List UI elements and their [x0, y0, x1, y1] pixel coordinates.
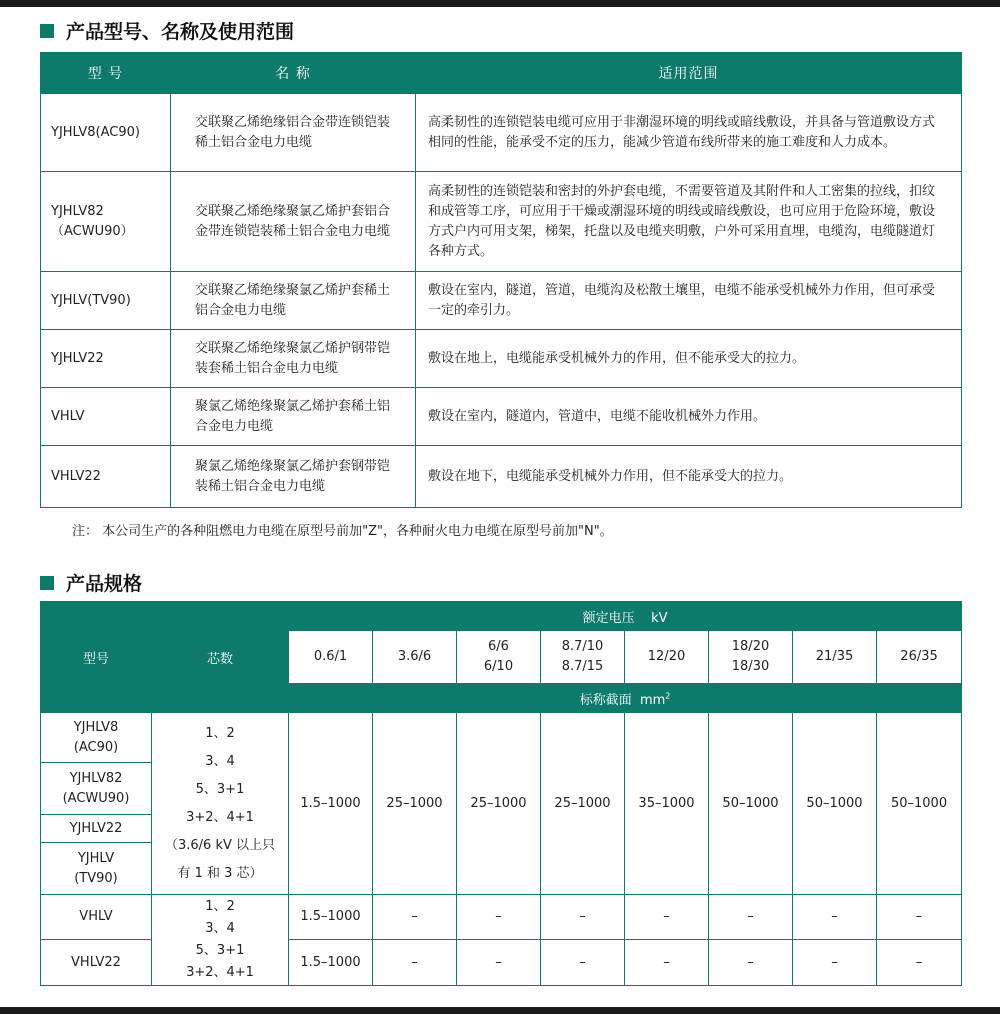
cell-value: – [877, 940, 962, 986]
cell-value: – [793, 895, 877, 940]
cell-scope: 敷设在室内，隧道，管道，电缆沟及松散土壤里，电缆不能承受机械外力作用，但可承受一定的牵引力。 [416, 272, 962, 330]
cell-model: YJHLV82 (ACWU90) [41, 763, 152, 815]
section-title-models [40, 17, 294, 44]
voltage-cell: 3.6/6 [373, 631, 457, 684]
cell-model: YJHLV8(AC90) [41, 94, 171, 172]
cell-value: – [877, 895, 962, 940]
cell-model: VHLV [41, 895, 152, 940]
cell-cores: 1、2 3、4 5、3+1 3+2、4+1 [152, 895, 289, 986]
header-model: 型 号 [41, 53, 171, 94]
cell-model: YJHLV22 [41, 815, 152, 843]
cell-name: 交联聚乙烯绝缘聚氯乙烯护套稀土铝合金电力电缆 [171, 272, 416, 330]
voltage-cell: 0.6/1 [289, 631, 373, 684]
cell-name: 聚氯乙烯绝缘聚氯乙烯护套钢带铠装稀土铝合金电力电缆 [171, 446, 416, 508]
table-row [41, 172, 962, 272]
footnote: 注： 本公司生产的各种阻燃电力电缆在原型号前加"Z"，各种耐火电力电缆在原型号前加"N"。 [72, 524, 613, 539]
cell-name: 交联聚乙烯绝缘聚氯乙烯护钢带铠装套稀土铝合金电力电缆 [171, 330, 416, 388]
cell-model: VHLV22 [41, 446, 171, 508]
voltage-cell: 6/6 6/10 [457, 631, 541, 684]
cell-value: – [373, 895, 457, 940]
table-row [41, 388, 962, 446]
header-model: 型号 [41, 602, 152, 713]
table-row [41, 330, 962, 388]
cell-model: YJHLV8 (AC90) [41, 713, 152, 763]
cell-value: – [541, 940, 625, 986]
header-name: 名 称 [171, 53, 416, 94]
section-title-specs [40, 569, 142, 596]
voltage-cell: 12/20 [625, 631, 709, 684]
cell-value: 1.5–1000 [289, 895, 373, 940]
table-row [41, 446, 962, 508]
header-nominal-section-text: 标称截面 mm [579, 692, 666, 708]
models-table-header [41, 53, 962, 94]
cell-scope: 敷设在地下，电缆能承受机械外力作用，但不能承受大的拉力。 [416, 446, 962, 508]
cell-model: YJHLV82 （ACWU90） [41, 172, 171, 272]
cell-name: 交联聚乙烯绝缘聚氯乙烯护套铝合金带连锁铠装稀土铝合金电力电缆 [171, 172, 416, 272]
voltage-cell: 26/35 [877, 631, 962, 684]
cell-value: 50–1000 [793, 713, 877, 895]
table-row [41, 272, 962, 330]
cell-scope: 敷设在室内，隧道内，管道中，电缆不能收机械外力作用。 [416, 388, 962, 446]
table-row [41, 94, 962, 172]
cell-value: 25–1000 [457, 713, 541, 895]
cell-value: – [709, 895, 793, 940]
cell-value: – [625, 895, 709, 940]
cell-value: – [625, 940, 709, 986]
cell-model: VHLV [41, 388, 171, 446]
superscript-2: 2 [665, 691, 671, 701]
cell-value: – [709, 940, 793, 986]
table-row [41, 713, 962, 763]
cell-value: 1.5–1000 [289, 713, 373, 895]
cell-value: – [373, 940, 457, 986]
voltage-cell: 21/35 [793, 631, 877, 684]
header-scope: 适用范围 [416, 53, 962, 94]
cell-value: – [457, 895, 541, 940]
specs-table [40, 601, 962, 986]
cell-value: – [541, 895, 625, 940]
section-title-text: 产品型号、名称及使用范围 [66, 21, 295, 43]
cell-value: – [793, 940, 877, 986]
cell-model: VHLV22 [41, 940, 152, 986]
cell-name: 聚氯乙烯绝缘聚氯乙烯护套稀土铝合金电力电缆 [171, 388, 416, 446]
cell-value: 25–1000 [541, 713, 625, 895]
cell-value: 50–1000 [709, 713, 793, 895]
cell-value: 1.5–1000 [289, 940, 373, 986]
cell-model: YJHLV (TV90) [41, 843, 152, 895]
cell-value: 50–1000 [877, 713, 962, 895]
cell-scope: 高柔韧性的连锁铠装和密封的外护套电缆，不需要管道及其附件和人工密集的拉线，扣纹和成管等工序，可应用于干燥或潮湿环境的明线或暗线敷设，也可应用于危险环境，敷设方式户内可用支架，梯架，托盘以及电缆夹明敷，户外可采用直埋，电缆沟，电缆隧道灯各种方式。 [416, 172, 962, 272]
cell-model: YJHLV22 [41, 330, 171, 388]
square-bullet-icon [40, 576, 54, 590]
square-bullet-icon [40, 24, 54, 38]
top-border-bar [0, 0, 1000, 7]
cell-model: YJHLV(TV90) [41, 272, 171, 330]
models-table [40, 52, 962, 508]
header-rated-voltage: 额定电压 kV [289, 602, 962, 631]
header-nominal-section [289, 684, 962, 713]
cell-cores: 1、2 3、4 5、3+1 3+2、4+1 （3.6/6 kV 以上只有 1 和 3 芯） [152, 713, 289, 895]
bottom-border-bar [0, 1007, 1000, 1014]
cell-value: – [457, 940, 541, 986]
voltage-cell: 8.7/10 8.7/15 [541, 631, 625, 684]
cell-scope: 敷设在地上，电缆能承受机械外力的作用，但不能承受大的拉力。 [416, 330, 962, 388]
cell-scope: 高柔韧性的连锁铠装电缆可应用于非潮湿环境的明线或暗线敷设，并具备与管道敷设方式相同的性能，能承受不定的压力，能减少管道布线所带来的施工难度和人力成本。 [416, 94, 962, 172]
specs-header-row [41, 602, 962, 631]
section-title-text: 产品规格 [66, 573, 143, 595]
voltage-cell: 18/20 18/30 [709, 631, 793, 684]
cell-value: 25–1000 [373, 713, 457, 895]
table-row [41, 895, 962, 940]
cell-name: 交联聚乙烯绝缘铝合金带连锁铠装稀土铝合金电力电缆 [171, 94, 416, 172]
cell-value: 35–1000 [625, 713, 709, 895]
header-cores: 芯数 [152, 602, 289, 713]
